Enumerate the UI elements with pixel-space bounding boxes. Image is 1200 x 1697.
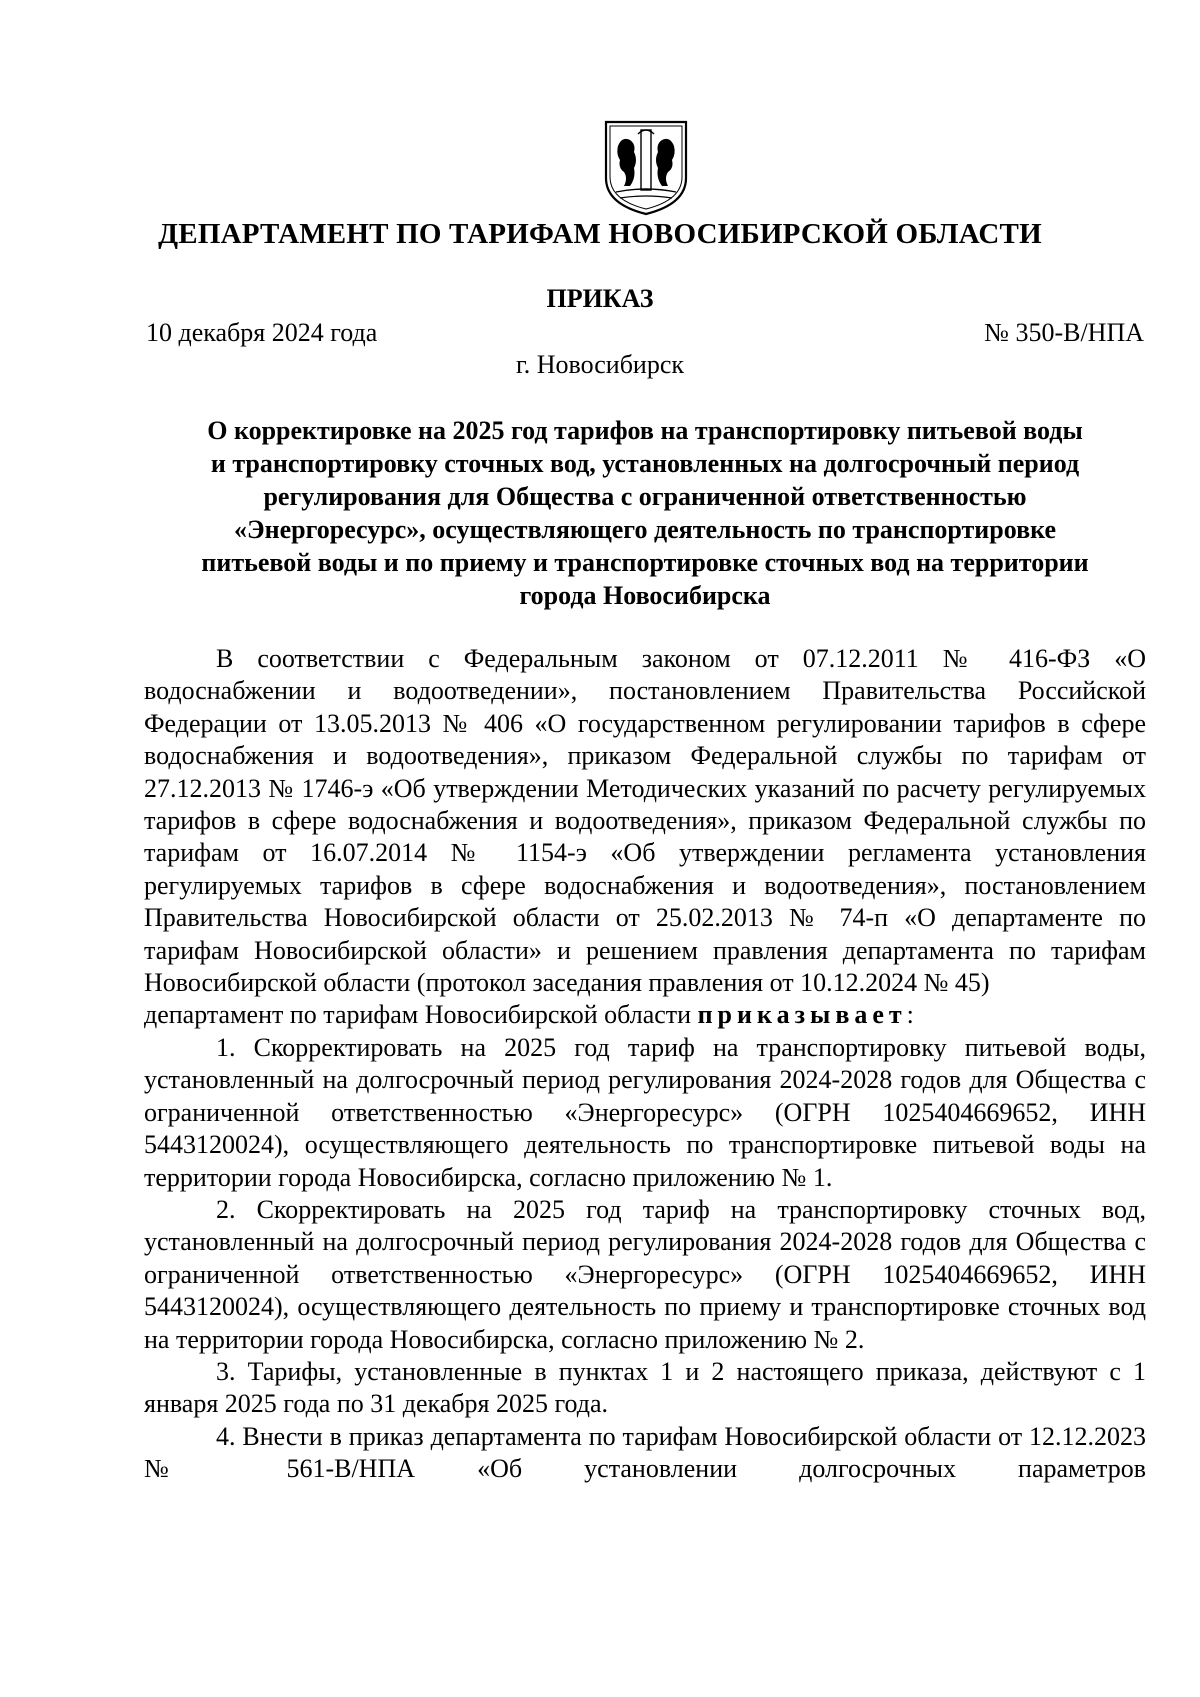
order-number: № 350-В/НПА bbox=[984, 318, 1144, 347]
decree-line bbox=[144, 999, 1146, 1031]
order-item-1: 1. Скорректировать на 2025 год тариф на транспортировку питьевой воды, установленный на долгосрочный период регулирования 2024-2028 годов для Общества с ограниченной ответственностью «Энергоресурс» (ОГРН 1025404669652, ИНН 5443120024), осуществляющего деятельность по транспортировке питьевой воды на территории города Новосибирска, согласно приложению № 1. bbox=[144, 1032, 1146, 1192]
order-city: г. Новосибирск bbox=[515, 350, 685, 379]
title-line: города Новосибирска bbox=[519, 581, 771, 610]
decree-word: приказывает bbox=[697, 1000, 907, 1030]
order-item-2: 2. Скорректировать на 2025 год тариф на транспортировку сточных вод, установленный на долгосрочный период регулирования 2024-2028 годов для Общества с ограниченной ответственностью «Энергоресурс» (ОГРН 1025404669652, ИНН 5443120024), осуществляющего деятельность по приему и транспортировке сточных вод на территории города Новосибирска, согласно приложению № 2. bbox=[144, 1194, 1146, 1354]
order-title bbox=[146, 414, 1144, 612]
coat-of-arms-icon bbox=[598, 116, 694, 216]
title-line: О корректировке на 2025 год тарифов на транспортировку питьевой воды bbox=[207, 416, 1083, 445]
title-line: питьевой воды и по приему и транспортировке сточных вод на территории bbox=[201, 548, 1089, 577]
order-item-4: 4. Внести в приказ департамента по тарифам Новосибирской области от 12.12.2023 № 561-В/НПА «Об установлении долгосрочных параметров bbox=[144, 1421, 1146, 1484]
title-line: «Энергоресурс», осуществляющего деятельность по транспортировке bbox=[233, 515, 1057, 544]
order-date: 10 декабря 2024 года bbox=[146, 318, 378, 347]
decree-colon: : bbox=[906, 1000, 914, 1030]
preamble-paragraph: В соответствии с Федеральным законом от 07.12.2011 № 416-ФЗ «О водоснабжении и водоотведении», постановлением Правительства Российской Федерации от 13.05.2013 № 406 «О государственном регулировании тарифов в сфере водоснабжения и водоотведения», приказом Федеральной службы по тарифам от 27.12.2013 № 1746-э «Об утверждении Методических указаний по расчету регулируемых тарифов в сфере водоснабжения и водоотведения», приказом Федеральной службы по тарифам от 16.07.2014 № 1154-э «Об утверждении регламента установления регулируемых тарифов в сфере водоснабжения и водоотведения», постановлением Правительства Новосибирской области от 25.02.2013 № 74-п «О департаменте по тарифам Новосибирской области» и решением правления департамента по тарифам Новосибирской области (протокол заседания правления от 10.12.2024 № 45) bbox=[144, 644, 1146, 998]
order-item-3: 3. Тарифы, установленные в пунктах 1 и 2 настоящего приказа, действуют с 1 января 2025 года по 31 декабря 2025 года. bbox=[144, 1356, 1146, 1419]
document-type: ПРИКАЗ bbox=[546, 284, 654, 313]
order-body bbox=[144, 643, 1146, 1486]
decree-intro: департамент по тарифам Новосибирской области bbox=[144, 1000, 692, 1030]
title-line: регулирования для Общества с ограниченной ответственностью bbox=[263, 482, 1027, 511]
department-name: ДЕПАРТАМЕНТ ПО ТАРИФАМ НОВОСИБИРСКОЙ ОБЛАСТИ bbox=[158, 218, 1042, 250]
title-line: и транспортировку сточных вод, установленных на долгосрочный период bbox=[210, 449, 1080, 478]
